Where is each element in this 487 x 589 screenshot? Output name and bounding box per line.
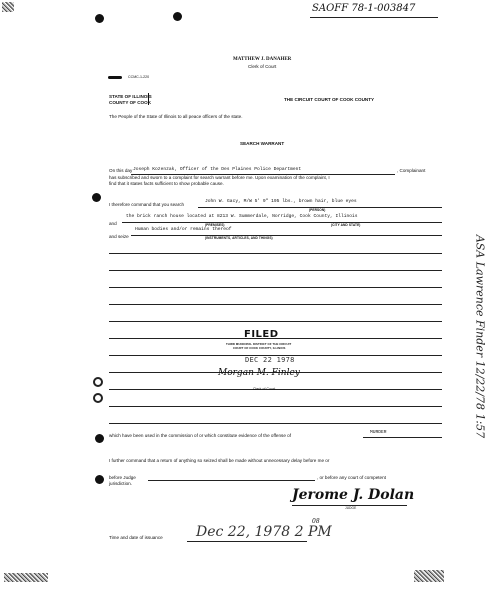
state-bracket (147, 93, 149, 105)
complaint-body-1: has subscribed and sworn to a complaint for search warrant before me. Upon examination of the complaint, I (109, 175, 330, 180)
command-prefix: I therefore command that you search (109, 202, 185, 207)
form-logo-icon (108, 76, 122, 79)
blank-line (109, 270, 442, 271)
person-caption: (PERSON) (309, 208, 326, 212)
offense-value: MURDER (370, 430, 387, 435)
items-line (131, 235, 442, 236)
and-label: and (109, 221, 117, 226)
state-line-2: COUNTY OF COOK (109, 100, 152, 105)
items-value: Human bodies and/or remains thereof (135, 227, 232, 232)
premises-line (122, 222, 442, 223)
issuance-superscript: 08 (312, 518, 320, 525)
blank-line (109, 321, 442, 322)
complaint-prefix: On this day (109, 168, 133, 173)
scan-artifact (2, 2, 14, 12)
seize-label: and seize (109, 234, 129, 239)
hole-punch (93, 393, 103, 403)
offense-line (363, 437, 442, 438)
handwritten-stamp: SAOFF 78-1-003847 (312, 3, 416, 14)
people-line: The People of the State of Illinois to all peace officers of the state. (109, 114, 243, 119)
hole-punch (95, 14, 104, 23)
filed-date: DEC 22 1978 (245, 356, 295, 364)
filed-clerk: Clerk of Court (253, 387, 276, 391)
margin-note: ASA Lawrence Finder 12/22/78 1:57 (473, 234, 487, 439)
filed-signature: Morgan M. Finley (218, 368, 300, 378)
complaint-suffix: , Complainant (397, 168, 426, 173)
person-value: John W. Gacy, M/W 5' 9" 195 lbs., brown hair, blue eyes (205, 199, 357, 204)
blank-line (109, 287, 442, 288)
judge-signature: Jerome J. Dolan (292, 487, 415, 503)
judge-name-line (148, 480, 315, 481)
state-line-1: STATE OF ILLINOIS (109, 94, 152, 99)
scan-artifact (414, 570, 444, 582)
blank-line (109, 389, 442, 390)
clerk-name: MATTHEW J. DANAHER (233, 57, 292, 62)
clerk-title: Clerk of Court (248, 64, 277, 69)
blank-line (109, 406, 442, 407)
hole-punch (173, 12, 182, 21)
doc-title: SEARCH WARRANT (240, 141, 285, 146)
complainant-value: Joseph Kozenzak, Officer of the Des Plaines Police Department (133, 167, 302, 172)
hole-punch (95, 434, 104, 443)
blank-line (109, 423, 442, 424)
filed-label: FILED (244, 329, 279, 340)
hole-punch (93, 377, 103, 387)
hole-punch (95, 475, 104, 484)
return-or-any: , or before any court of competent (317, 475, 386, 480)
city-caption: (CITY AND STATE) (331, 223, 361, 227)
court-name: THE CIRCUIT COURT OF COOK COUNTY (284, 97, 375, 102)
offense-prefix: which have been used in the commission of or which constitute evidence of the offense of (109, 433, 291, 438)
return-jurisdiction: jurisdiction. (109, 481, 132, 486)
return-body: I further command that a return of anything so seized shall be made without unnecessary delay before me or (109, 458, 330, 463)
filed-sub-2: COURT OF COOK COUNTY, ILLINOIS (233, 346, 286, 350)
return-before: before Judge (109, 475, 136, 480)
blank-line (109, 253, 442, 254)
issuance-label: Time and date of issuance (109, 535, 163, 540)
scan-artifact (4, 573, 48, 582)
hole-punch (92, 193, 101, 202)
form-code: CCMC-1-220 (128, 75, 150, 79)
stamp-underline (310, 17, 438, 18)
complaint-body-2: find that it states facts sufficient to show probable cause. (109, 181, 224, 186)
premises-caption: (PREMISES) (205, 223, 225, 227)
blank-line (109, 304, 442, 305)
issuance-line (187, 541, 307, 542)
filed-sub-1: THIRD MUNICIPAL DISTRICT OF THE CIRCUIT (226, 342, 292, 346)
items-caption: (INSTRUMENTS, ARTICLES, AND THINGS) (205, 236, 273, 240)
issuance-value: Dec 22, 1978 2 PM (196, 524, 332, 540)
judge-caption: JUDGE (345, 506, 357, 510)
premises-value: the brick ranch house located at 8213 W. Summerdale, Norridge, Cook County, Illinois (126, 214, 358, 219)
